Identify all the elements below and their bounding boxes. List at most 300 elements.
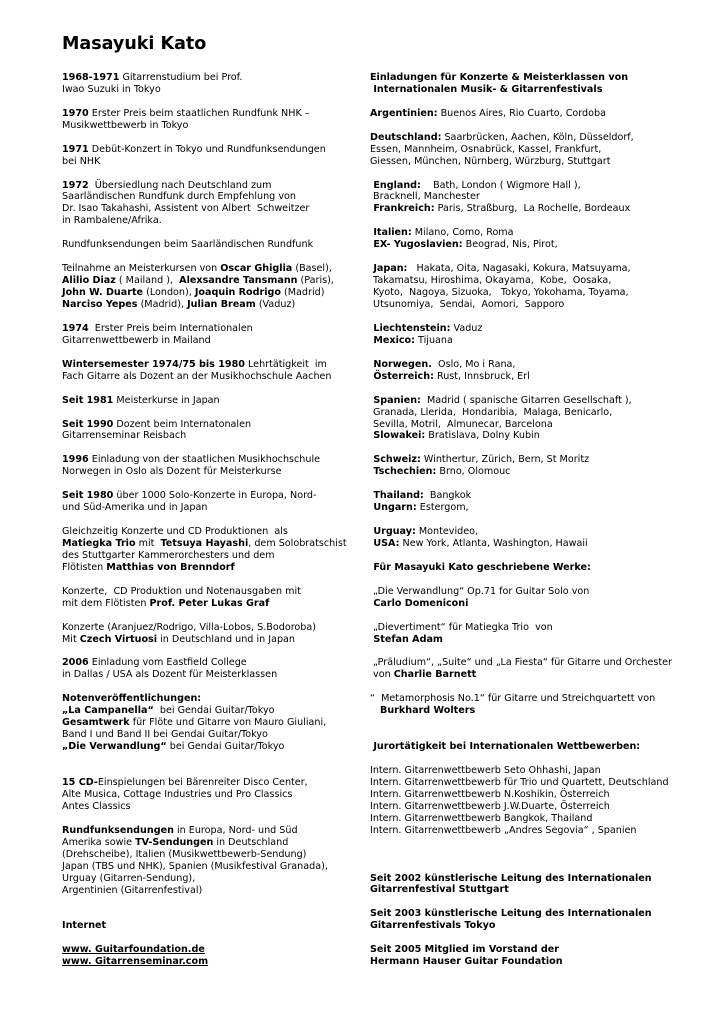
bold-text: Stefan Adam bbox=[370, 633, 443, 645]
bold-text: Italien: bbox=[370, 227, 412, 239]
text-line bbox=[370, 789, 670, 801]
text-line bbox=[370, 287, 670, 299]
bold-text: Tschechien: bbox=[370, 466, 437, 478]
text-run: Musikwettbewerb in Tokyo bbox=[62, 119, 189, 131]
spacer bbox=[62, 753, 360, 765]
bold-text: Oscar Ghiglia bbox=[220, 263, 293, 275]
text-line bbox=[62, 741, 360, 753]
left-block bbox=[62, 72, 360, 96]
text-line bbox=[62, 562, 360, 574]
text-run: Norwegen in Oslo als Dozent für Meisterkurse bbox=[62, 466, 282, 478]
text-run: Alte Musica, Cottage Industries und Pro Classics bbox=[62, 788, 293, 800]
text-line bbox=[370, 263, 670, 275]
text-line bbox=[62, 538, 360, 550]
bold-text: Czech Virtuosi bbox=[79, 633, 158, 645]
bold-text: Matthias von Brenndorf bbox=[106, 561, 235, 573]
text-run: „Die Verwandlung“ Op.71 for Guitar Solo von bbox=[370, 585, 590, 597]
text-line bbox=[62, 215, 360, 227]
bold-text: Matiegka Trio bbox=[62, 537, 136, 549]
bold-text: Prof. Peter Lukas Graf bbox=[149, 597, 270, 609]
text-line bbox=[62, 430, 360, 442]
left-column bbox=[62, 72, 360, 980]
right-block bbox=[370, 108, 670, 120]
text-line bbox=[370, 908, 670, 920]
left-block bbox=[62, 395, 360, 407]
text-line bbox=[62, 789, 360, 801]
text-run: bei Gendai Guitar/Tokyo bbox=[166, 741, 285, 753]
spacer bbox=[370, 837, 670, 849]
text-line bbox=[370, 419, 670, 431]
text-line bbox=[370, 669, 670, 681]
text-run: Montevideo, bbox=[415, 526, 479, 538]
left-block bbox=[62, 586, 360, 610]
right-block bbox=[370, 180, 670, 252]
bold-text: Alilio Diaz bbox=[62, 275, 116, 287]
bold-text: USA: bbox=[370, 538, 400, 549]
bold-text: Mexico: bbox=[370, 334, 415, 346]
text-line bbox=[62, 956, 360, 968]
text-line bbox=[62, 454, 360, 466]
text-line bbox=[370, 693, 670, 705]
text-run: des Stuttgarter Kammerorchesters und dem bbox=[62, 549, 275, 561]
text-run: Konzerte, CD Produktion und Notenausgaben mit bbox=[62, 585, 301, 597]
text-line bbox=[62, 395, 360, 407]
text-line bbox=[370, 335, 670, 347]
right-block bbox=[370, 395, 670, 443]
bold-text: Seit 2005 Mitglied im Vorstand der bbox=[370, 944, 560, 956]
text-run: Einladung vom Eastfield College bbox=[88, 657, 247, 669]
text-line bbox=[62, 490, 360, 502]
text-line bbox=[62, 825, 360, 837]
text-line bbox=[62, 419, 360, 431]
text-run: Madrid ( spanische Gitarren Gesellschaft ), bbox=[420, 394, 632, 406]
text-run: in Rambalene/Afrika. bbox=[62, 215, 162, 227]
text-line bbox=[370, 502, 670, 514]
text-line bbox=[370, 562, 670, 574]
left-block bbox=[62, 622, 360, 646]
text-run: Rust, Innsbruck, Erl bbox=[433, 370, 530, 382]
text-line bbox=[62, 275, 360, 287]
text-run: Intern. Gitarrenwettbewerb N.Koshikin, Österreich bbox=[370, 788, 610, 800]
text-line bbox=[370, 813, 670, 825]
text-run: Argentinien (Gitarrenfestival) bbox=[62, 884, 203, 896]
text-line bbox=[62, 550, 360, 562]
right-block bbox=[370, 944, 670, 968]
right-block bbox=[370, 72, 670, 96]
left-block bbox=[62, 323, 360, 347]
right-block bbox=[370, 454, 670, 478]
website-link[interactable]: www. Guitarfoundation.de bbox=[62, 944, 205, 956]
bold-text: Narciso Yepes bbox=[62, 299, 138, 311]
bold-text: Tetsuya Hayashi bbox=[160, 537, 249, 549]
text-run: „Präludium“, „Suite“ und „La Fiesta“ für Gitarre und Orchester bbox=[370, 657, 672, 669]
text-line bbox=[370, 299, 670, 311]
text-line bbox=[62, 837, 360, 849]
bold-text: 15 CD- bbox=[62, 776, 98, 788]
text-run: (Paris), bbox=[297, 275, 334, 287]
text-run: mit bbox=[135, 537, 161, 549]
text-run: Utsunomiya, Sendai, Aomori, Sapporo bbox=[370, 299, 565, 311]
bold-text: John W. Duarte bbox=[62, 287, 144, 299]
bold-text: Internet bbox=[62, 920, 107, 932]
text-line bbox=[62, 598, 360, 610]
bold-text: Japan: bbox=[370, 263, 408, 275]
text-line bbox=[370, 956, 670, 968]
text-run: Saarländischen Rundfunk durch Empfehlung von bbox=[62, 191, 296, 203]
left-block bbox=[62, 944, 360, 968]
text-run: bei NHK bbox=[62, 155, 101, 167]
text-line bbox=[62, 669, 360, 681]
text-line bbox=[370, 275, 670, 287]
text-line bbox=[62, 586, 360, 598]
text-run: Bracknell, Manchester bbox=[370, 191, 480, 203]
text-run: Estergom, bbox=[416, 502, 469, 514]
left-block bbox=[62, 693, 360, 765]
text-line bbox=[62, 287, 360, 299]
text-line bbox=[370, 239, 670, 251]
text-line bbox=[62, 849, 360, 861]
bold-text: EX- Yugoslavien: bbox=[370, 239, 463, 251]
text-run: (Drehscheibe), Italien (Musikwettbewerb-Sendung) bbox=[62, 848, 307, 860]
text-line bbox=[370, 430, 670, 442]
text-run: Mit bbox=[62, 633, 80, 645]
text-run: Japan (TBS und NHK), Spanien (Musikfestival Granada), bbox=[62, 860, 328, 872]
bold-text: Carlo Domeniconi bbox=[370, 597, 469, 609]
text-run: , dem Solobratschist bbox=[248, 537, 347, 549]
text-line bbox=[370, 884, 670, 896]
text-line bbox=[370, 395, 670, 407]
text-run: Intern. Gitarrenwettbewerb Seto Ohhashi, Japan bbox=[370, 764, 601, 776]
text-run: „Dievertiment“ für Matiegka Trio von bbox=[370, 621, 553, 633]
text-line bbox=[370, 586, 670, 598]
text-run: über 1000 Solo-Konzerte in Europa, Nord- bbox=[113, 490, 317, 502]
text-run: Sevilla, Motril, Almunecar, Barcelona bbox=[370, 418, 553, 430]
text-run: Gleichzeitig Konzerte und CD Produktionen als bbox=[62, 526, 288, 538]
bold-text: 1974 bbox=[62, 322, 89, 334]
text-line bbox=[370, 801, 670, 813]
text-line bbox=[370, 466, 670, 478]
text-line bbox=[370, 598, 670, 610]
bold-text: Seit 2002 künstlerische Leitung des Internationalen bbox=[370, 872, 652, 884]
text-run: Brno, Olomouc bbox=[436, 466, 511, 478]
text-line bbox=[370, 454, 670, 466]
text-line bbox=[370, 144, 670, 156]
right-block bbox=[370, 765, 670, 861]
bold-text: Seit 1981 bbox=[62, 394, 114, 406]
text-line bbox=[370, 490, 670, 502]
text-run: “ Metamorphosis No.1“ für Gitarre und Streichquartett von bbox=[370, 693, 656, 705]
text-run: Gitarrenstudium bei Prof. bbox=[119, 72, 243, 83]
bold-text: Schweiz: bbox=[370, 454, 421, 466]
bold-text: Notenveröffentlichungen: bbox=[62, 693, 202, 705]
left-block bbox=[62, 263, 360, 311]
text-line bbox=[62, 705, 360, 717]
text-line bbox=[370, 538, 670, 550]
text-line bbox=[62, 108, 360, 120]
bold-text: 1970 bbox=[62, 107, 89, 119]
text-run: Teilnahme an Meisterkursen von bbox=[62, 263, 221, 275]
text-line bbox=[370, 825, 670, 837]
text-run: Intern. Gitarrenwettbewerb „Andres Segovia“ , Spanien bbox=[370, 824, 637, 836]
text-line bbox=[370, 526, 670, 538]
text-run: (Vaduz) bbox=[255, 299, 296, 311]
right-block bbox=[370, 657, 670, 681]
right-block bbox=[370, 526, 670, 550]
text-run: Dr. Isao Takahashi, Assistent von Albert Schweitzer bbox=[62, 203, 310, 215]
text-line bbox=[62, 622, 360, 634]
text-run: Antes Classics bbox=[62, 800, 131, 812]
text-run: Einspielungen bei Bärenreiter Disco Center, bbox=[97, 776, 308, 788]
spacer bbox=[62, 896, 360, 908]
text-run: Vaduz bbox=[450, 322, 483, 334]
bold-text: Seit 1980 bbox=[62, 490, 114, 502]
bold-text: 2006 bbox=[62, 657, 89, 669]
text-line bbox=[62, 634, 360, 646]
text-line bbox=[370, 84, 670, 96]
spacer bbox=[370, 717, 670, 729]
spacer bbox=[370, 215, 670, 227]
text-run: Übersiedlung nach Deutschland zum bbox=[88, 179, 272, 191]
bold-text: Alexsandre Tansmann bbox=[179, 275, 298, 287]
text-line bbox=[62, 861, 360, 873]
bold-text: Hermann Hauser Guitar Foundation bbox=[370, 956, 563, 968]
text-run: Intern. Gitarrenwettbewerb Bangkok, Thailand bbox=[370, 812, 593, 824]
text-line bbox=[62, 777, 360, 789]
text-line bbox=[370, 634, 670, 646]
left-block bbox=[62, 108, 360, 132]
text-run: und Süd-Amerika und in Japan bbox=[62, 502, 208, 514]
right-block bbox=[370, 359, 670, 383]
text-run: mit dem Flötisten bbox=[62, 597, 150, 609]
text-run: in Dallas / USA als Dozent für Meisterklassen bbox=[62, 669, 278, 681]
text-line bbox=[370, 156, 670, 168]
text-line bbox=[62, 335, 360, 347]
right-block bbox=[370, 586, 670, 610]
bold-text: Seit 1990 bbox=[62, 418, 114, 430]
text-run: Urguay (Gitarren-Sendung), bbox=[62, 872, 196, 884]
bold-text: Ungarn: bbox=[370, 502, 417, 514]
text-line bbox=[62, 729, 360, 741]
text-line bbox=[62, 299, 360, 311]
text-run: für Flöte und Gitarre von Mauro Giuliani, bbox=[129, 717, 327, 729]
text-line bbox=[62, 526, 360, 538]
bold-text: Norwegen. bbox=[370, 358, 432, 370]
text-line bbox=[370, 765, 670, 777]
text-line bbox=[370, 920, 670, 932]
text-line bbox=[370, 371, 670, 383]
text-run: Amerika sowie bbox=[62, 836, 136, 848]
text-line bbox=[370, 72, 670, 84]
text-line bbox=[62, 693, 360, 705]
text-line bbox=[62, 502, 360, 514]
text-run: Erster Preis beim Internationalen bbox=[88, 322, 253, 334]
text-run: (Madrid), bbox=[137, 299, 188, 311]
text-run: bei Gendai Guitar/Tokyo bbox=[153, 705, 275, 717]
text-run: Meisterkurse in Japan bbox=[113, 394, 220, 406]
bold-text: Österreich: bbox=[370, 370, 434, 382]
text-run: Buenos Aires, Rio Cuarto, Cordoba bbox=[437, 107, 606, 119]
bold-text: Argentinien: bbox=[370, 107, 438, 119]
text-run: Saarbrücken, Aachen, Köln, Düsseldorf, bbox=[441, 131, 634, 143]
bold-text: 1996 bbox=[62, 454, 89, 466]
text-run: (Madrid) bbox=[280, 287, 325, 299]
bold-text: Gitarrenfestival Stuttgart bbox=[370, 884, 509, 896]
text-line bbox=[370, 944, 670, 956]
text-run: Beograd, Nis, Pirot, bbox=[462, 239, 558, 251]
bold-text: Rundfunksendungen bbox=[62, 824, 174, 836]
text-run: Intern. Gitarrenwettbewerb J.W.Duarte, Österreich bbox=[370, 800, 610, 812]
text-line bbox=[370, 741, 670, 753]
bold-text: Charlie Barnett bbox=[393, 669, 477, 681]
right-column bbox=[370, 72, 670, 980]
text-line bbox=[62, 203, 360, 215]
text-run: Oslo, Mo i Rana, bbox=[431, 358, 516, 370]
text-run: Hakata, Oita, Nagasaki, Kokura, Matsuyama, bbox=[407, 263, 631, 275]
text-line bbox=[370, 108, 670, 120]
text-run: Dozent beim Internatonalen bbox=[113, 418, 252, 430]
text-run: Bath, London ( Wigmore Hall ), bbox=[420, 179, 581, 191]
text-run: in Deutschland bbox=[213, 836, 289, 848]
text-line bbox=[62, 191, 360, 203]
text-line bbox=[370, 777, 670, 789]
bold-text: Deutschland: bbox=[370, 131, 442, 143]
text-line bbox=[62, 180, 360, 192]
text-line bbox=[62, 466, 360, 478]
text-run: Flötisten bbox=[62, 561, 107, 573]
text-run: Rundfunksendungen beim Saarländischen Rundfunk bbox=[62, 239, 314, 251]
right-block bbox=[370, 323, 670, 347]
text-line bbox=[62, 371, 360, 383]
text-line bbox=[62, 156, 360, 168]
text-line bbox=[370, 132, 670, 144]
page-title: Masayuki Kato bbox=[62, 34, 207, 54]
left-block bbox=[62, 454, 360, 478]
text-run: Winthertur, Zürich, Bern, St Moritz bbox=[420, 454, 590, 466]
text-line bbox=[62, 323, 360, 335]
text-run: (London), bbox=[143, 287, 195, 299]
bold-text: Gesamtwerk bbox=[62, 717, 130, 729]
bold-text: 1972 bbox=[62, 179, 89, 191]
bold-text: „La Campanella“ bbox=[62, 705, 154, 717]
text-line bbox=[62, 359, 360, 371]
bold-text: Slowakei: bbox=[370, 430, 426, 442]
text-line bbox=[62, 657, 360, 669]
text-line bbox=[62, 717, 360, 729]
text-line bbox=[62, 920, 360, 932]
website-link[interactable]: www. Gitarrenseminar.com bbox=[62, 956, 209, 968]
text-line bbox=[62, 801, 360, 813]
right-block bbox=[370, 263, 670, 311]
text-run: Granada, Llerida, Hondaribia, Malaga, Benicarlo, bbox=[370, 406, 613, 418]
text-run: Debüt-Konzert in Tokyo und Rundfunksendungen bbox=[88, 143, 326, 155]
text-run: (Basel), bbox=[292, 263, 332, 275]
text-run: Konzerte (Aranjuez/Rodrigo, Villa-Lobos, S.Bodoroba) bbox=[62, 621, 317, 633]
right-block bbox=[370, 741, 670, 753]
bold-text: Liechtenstein: bbox=[370, 322, 451, 334]
bold-text: Jurortätigkeit bei Internationalen Wettbewerben: bbox=[370, 741, 641, 753]
text-run: Bangkok bbox=[423, 490, 472, 502]
text-line bbox=[370, 227, 670, 239]
text-run: Erster Preis beim staatlichen Rundfunk NHK – bbox=[88, 107, 310, 119]
text-line bbox=[370, 191, 670, 203]
text-line bbox=[62, 239, 360, 251]
left-block bbox=[62, 490, 360, 514]
bold-text: „Die Verwandlung“ bbox=[62, 741, 167, 753]
text-run: Tijuana bbox=[415, 334, 453, 346]
text-run: Giessen, München, Nürnberg, Würzburg, Stuttgart bbox=[370, 155, 611, 167]
bold-text: Wintersemester 1974/75 bis 1980 bbox=[62, 358, 245, 370]
text-line bbox=[62, 944, 360, 956]
text-line bbox=[370, 873, 670, 885]
text-line bbox=[370, 180, 670, 192]
text-run: Essen, Mannheim, Osnabrück, Kassel, Frankfurt, bbox=[370, 143, 602, 155]
bold-text: TV-Sendungen bbox=[135, 836, 214, 848]
left-block bbox=[62, 825, 360, 909]
bold-text: Internationalen Musik- & Gitarrenfestivals bbox=[370, 83, 603, 95]
left-block bbox=[62, 419, 360, 443]
text-line bbox=[62, 885, 360, 897]
bold-text: Für Masayuki Kato geschriebene Werke: bbox=[370, 561, 591, 573]
text-line bbox=[370, 705, 670, 717]
text-run: Kyoto, Nagoya, Sizuoka, Tokyo, Yokohama, Toyama, bbox=[370, 287, 629, 299]
spacer bbox=[370, 849, 670, 861]
text-line bbox=[62, 144, 360, 156]
text-run: Gitarrenseminar Reisbach bbox=[62, 430, 187, 442]
text-line bbox=[62, 72, 360, 84]
text-run: Gitarrenwettbewerb in Mailand bbox=[62, 334, 211, 346]
bold-text: 1968-1971 bbox=[62, 72, 120, 83]
text-line bbox=[62, 873, 360, 885]
text-run: Einladung von der staatlichen Musikhochschule bbox=[88, 454, 321, 466]
text-run: Bratislava, Dolny Kubin bbox=[425, 430, 540, 442]
bold-text: Einladungen für Konzerte & Meisterklassen von bbox=[370, 72, 629, 83]
text-run: ( Mailand ), bbox=[115, 275, 180, 287]
bold-text: Frankreich: bbox=[370, 203, 435, 215]
text-line bbox=[370, 359, 670, 371]
text-run: New York, Atlanta, Washington, Hawaii bbox=[399, 538, 588, 549]
text-line bbox=[62, 84, 360, 96]
text-run: Band I und Band II bei Gendai Guitar/Tokyo bbox=[62, 729, 268, 741]
text-line bbox=[370, 407, 670, 419]
text-run: in Europa, Nord- und Süd bbox=[173, 824, 298, 836]
right-block bbox=[370, 490, 670, 514]
text-run: Fach Gitarre als Dozent an der Musikhochschule Aachen bbox=[62, 370, 332, 382]
left-block bbox=[62, 920, 360, 932]
bold-text: Burkhard Wolters bbox=[370, 705, 476, 717]
bold-text: Urguay: bbox=[370, 526, 416, 538]
text-run: Lehrtätigkeit im bbox=[244, 358, 327, 370]
bold-text: Thailand: bbox=[370, 490, 424, 502]
text-run: Iwao Suzuki in Tokyo bbox=[62, 83, 161, 95]
right-block bbox=[370, 622, 670, 646]
text-line bbox=[62, 120, 360, 132]
text-run: Milano, Como, Roma bbox=[411, 227, 514, 239]
right-block bbox=[370, 132, 670, 168]
bold-text: 1971 bbox=[62, 143, 89, 155]
bold-text: England: bbox=[370, 179, 421, 191]
text-run: Takamatsu, Hiroshima, Okayama, Kobe, Oosaka, bbox=[370, 275, 612, 287]
left-block bbox=[62, 144, 360, 168]
text-run: Intern. Gitarrenwettbewerb für Trio und Quartett, Deutschland bbox=[370, 776, 669, 788]
bold-text: Gitarrenfestivals Tokyo bbox=[370, 920, 496, 932]
right-block bbox=[370, 908, 670, 932]
text-run: Paris, Straßburg, La Rochelle, Bordeaux bbox=[434, 203, 631, 215]
left-block bbox=[62, 657, 360, 681]
text-line bbox=[62, 263, 360, 275]
text-run: von bbox=[370, 669, 394, 681]
text-line bbox=[370, 323, 670, 335]
bold-text: Seit 2003 künstlerische Leitung des Internationalen bbox=[370, 908, 652, 920]
